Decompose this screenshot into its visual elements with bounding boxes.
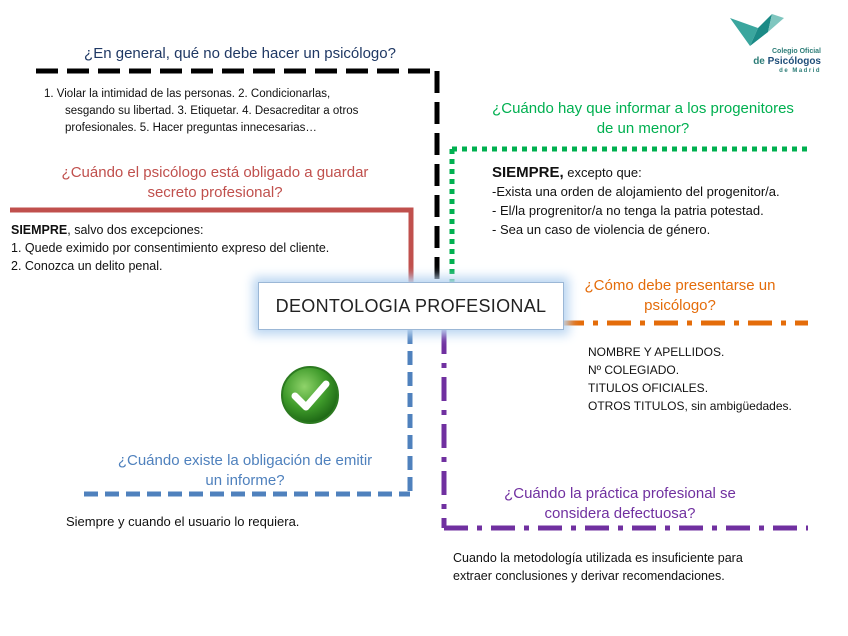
center-title: DEONTOLOGIA PROFESIONAL xyxy=(275,295,547,316)
progenitores-answer xyxy=(492,163,842,239)
logo-line2: Psicólogos xyxy=(767,56,821,67)
presentarse-question-line: ¿Cómo debe presentarse un xyxy=(584,277,776,294)
defectuosa-question-line: ¿Cuándo la práctica profesional se xyxy=(504,485,736,502)
bird-logo-icon xyxy=(728,12,788,52)
secreto-item: 1. Quede eximido por consentimiento expreso del cliente. xyxy=(11,241,330,255)
secreto-question xyxy=(20,163,410,203)
secreto-lead-rest: , salvo dos excepciones: xyxy=(67,223,204,237)
no-debe-answer xyxy=(44,86,384,137)
progenitores-item: - El/la progrenitor/a no tenga la patria potestad. xyxy=(492,203,764,218)
progenitores-lead-rest: excepto que: xyxy=(563,165,642,180)
defectuosa-question xyxy=(470,484,770,524)
presentarse-item: Nº COLEGIADO. xyxy=(588,363,680,377)
no-debe-line: sesgando su libertad. 3. Etiquetar. 4. Desacreditar a otros xyxy=(65,105,359,117)
logo-text xyxy=(741,47,821,76)
logo-line3: de Madrid xyxy=(779,68,821,74)
informe-question-line: un informe? xyxy=(205,472,285,489)
defectuosa-answer xyxy=(453,549,833,585)
defectuosa-line: Cuando la metodología utilizada es insuficiente para xyxy=(453,551,743,565)
logo-line2-prefix: de xyxy=(753,56,765,67)
defectuosa-question-line: considera defectuosa? xyxy=(544,505,696,522)
secreto-answer xyxy=(11,222,411,274)
presentarse-question xyxy=(560,276,800,316)
no-debe-line: profesionales. 5. Hacer preguntas innecesarias… xyxy=(65,122,317,134)
informe-question-line: ¿Cuándo existe la obligación de emitir xyxy=(117,452,373,469)
secreto-item: 2. Conozca un delito penal. xyxy=(11,259,163,273)
logo-line1: Colegio Oficial xyxy=(771,48,821,55)
presentarse-item: TITULOS OFICIALES. xyxy=(588,381,709,395)
center-title-box xyxy=(258,282,564,330)
no-debe-question: ¿En general, qué no debe hacer un psicólogo? xyxy=(84,45,396,62)
defectuosa-line: extraer conclusiones y derivar recomendaciones. xyxy=(453,569,725,583)
informe-answer: Siempre y cuando el usuario lo requiera. xyxy=(66,514,300,529)
progenitores-question-line: ¿Cuándo hay que informar a los progenitores xyxy=(492,100,794,117)
progenitores-item: - Sea un caso de violencia de género. xyxy=(492,222,711,237)
presentarse-item: OTROS TITULOS, sin ambigüedades. xyxy=(588,399,792,413)
progenitores-lead-bold: SIEMPRE, xyxy=(492,164,564,181)
check-circle-icon xyxy=(279,364,341,426)
presentarse-item: NOMBRE Y APELLIDOS. xyxy=(588,345,725,359)
progenitores-question xyxy=(458,99,828,139)
informe-question xyxy=(90,451,400,491)
progenitores-question-line: de un menor? xyxy=(596,120,690,137)
secreto-question-line: ¿Cuándo el psicólogo está obligado a guardar xyxy=(61,164,369,181)
secreto-lead-bold: SIEMPRE xyxy=(11,223,68,237)
presentarse-answer xyxy=(588,343,838,415)
presentarse-question-line: psicólogo? xyxy=(644,297,716,314)
progenitores-item: -Exista una orden de alojamiento del progenitor/a. xyxy=(492,184,780,199)
secreto-question-line: secreto profesional? xyxy=(147,184,283,201)
no-debe-line: 1. Violar la intimidad de las personas. 2. Condicionarlas, xyxy=(44,88,331,100)
